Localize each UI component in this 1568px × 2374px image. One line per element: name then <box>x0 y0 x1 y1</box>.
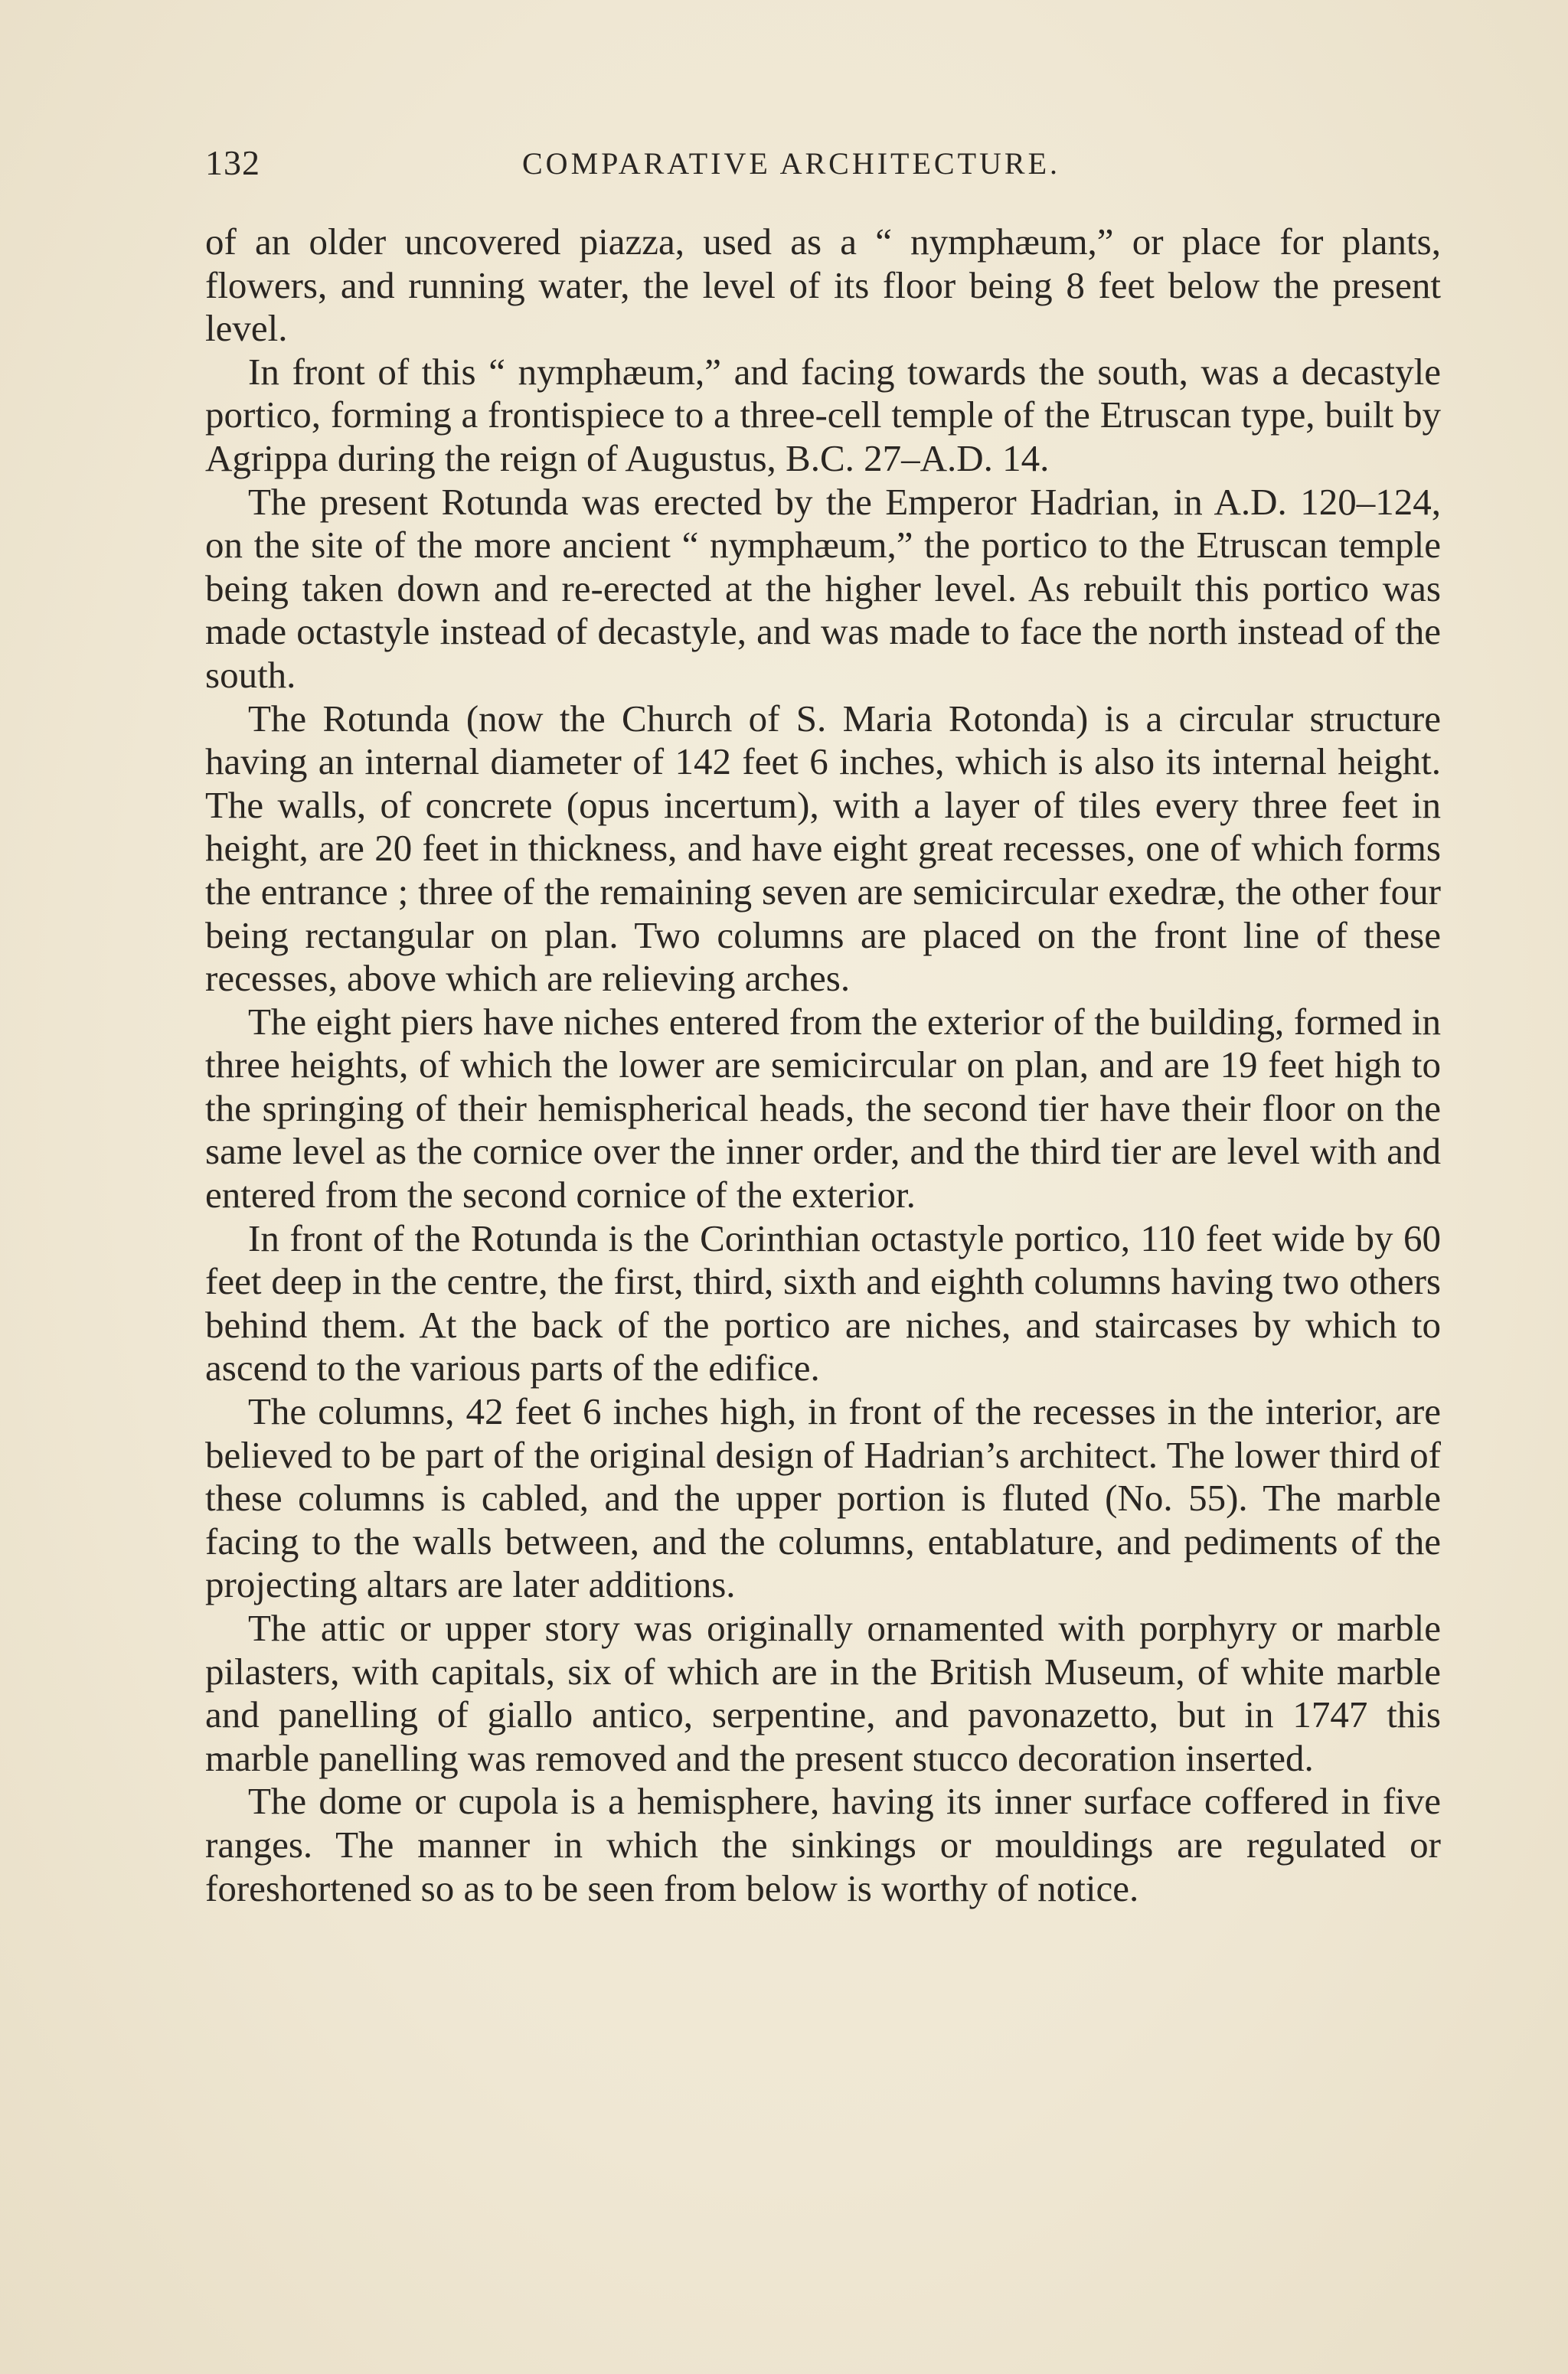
paragraph: The Rotunda (now the Church of S. Maria Rotonda) is a circular structure having an internal diameter of 142 feet 6 inches, which is also its internal height. The walls, of concrete (opus incertum), with a layer of tiles every three feet in height, are 20 feet in thickness, and have eight great recesses, one of which forms the entrance ; three of the remaining seven are semicircular exedræ, the other four being rectangular on plan. Two columns are placed on the front line of these recesses, above which are relieving arches. <box>205 697 1441 1000</box>
running-head <box>205 142 1439 188</box>
running-title: COMPARATIVE ARCHITECTURE. <box>522 146 1061 181</box>
page-number: 132 <box>205 143 260 182</box>
paragraph: The attic or upper story was originally ornamented with porphyry or marble pilasters, with capitals, six of which are in the British Museum, of white marble and panelling of giallo antico, serpentine, and pavonazetto, but in 1747 this marble panelling was removed and the present stucco decoration inserted. <box>205 1607 1441 1779</box>
paragraph: The columns, 42 feet 6 inches high, in front of the recesses in the interior, are believed to be part of the original design of Hadrian’s architect. The lower third of these columns is cabled, and the upper portion is fluted (No. 55). The marble facing to the walls between, and the columns, entablature, and pediments of the projecting altars are later additions. <box>205 1390 1441 1606</box>
paragraph: In front of the Rotunda is the Corinthian octastyle portico, 110 feet wide by 60 feet deep in the centre, the first, third, sixth and eighth columns having two others behind them. At the back of the portico are niches, and staircases by which to ascend to the various parts of the edifice. <box>205 1216 1441 1389</box>
paragraph: The dome or cupola is a hemisphere, having its inner surface coffered in five ranges. The manner in which the sinkings or mouldings are regulated or foreshortened so as to be seen from below is worthy of notice. <box>205 1780 1441 1909</box>
paragraph: In front of this “ nymphæum,” and facing towards the south, was a decastyle portico, forming a frontispiece to a three-cell temple of the Etruscan type, built by Agrippa during the reign of Augustus, B.C. 27–A.D. 14. <box>205 350 1441 479</box>
paragraph: The eight piers have niches entered from the exterior of the building, formed in three heights, of which the lower are semicircular on plan, and are 19 feet high to the springing of their hemispherical heads, the second tier have their floor on the same level as the cornice over the inner order, and the third tier are level with and entered from the second cornice of the exterior. <box>205 1000 1441 1216</box>
paragraph: of an older uncovered piazza, used as a “ nymphæum,” or place for plants, flowers, and running water, the level of its floor being 8 feet below the present level. <box>205 220 1441 350</box>
body-text <box>205 220 1441 1910</box>
paragraph: The present Rotunda was erected by the Emperor Hadrian, in A.D. 120–124, on the site of the more ancient “ nymphæum,” the portico to the Etruscan temple being taken down and re-erected at the higher level. As rebuilt this portico was made octastyle instead of decastyle, and was made to face the north instead of the south. <box>205 480 1441 696</box>
